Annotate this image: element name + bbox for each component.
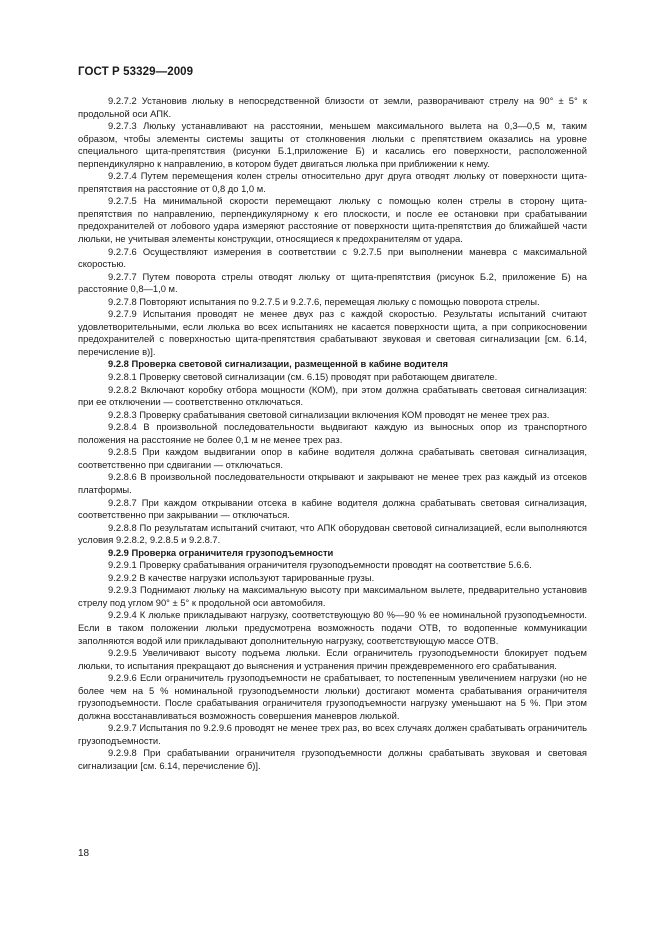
paragraph: 9.2.9.6 Если ограничитель грузоподъемности не срабатывает, то постепенным увеличением нагрузки (но не более чем на 5 % номинальной грузоподъемности люльки) достигают момента срабатывания ограничителя грузоподъемности. После срабатывания ограничителя грузоподъемности нагрузку уменьшают на 5 %. При этом должна восстанавливаться возможность совершения маневров люлькой. xyxy=(78,672,587,721)
paragraph: 9.2.8.4 В произвольной последовательности выдвигают каждую из выносных опор из транспортного положения на расстояние не более 0,1 м не менее трех раз. xyxy=(78,421,587,445)
paragraph: 9.2.9.5 Увеличивают высоту подъема люльки. Если ограничитель грузоподъемности блокирует подъем люльки, то испытания прекращают до выяснения и устранения причин преждевременного его срабатывания. xyxy=(78,647,587,671)
paragraph: 9.2.8.6 В произвольной последовательности открывают и закрывают не менее трех раз каждый из отсеков платформы. xyxy=(78,471,587,495)
paragraph: 9.2.9.4 К люльке прикладывают нагрузку, соответствующую 80 %—90 % ее номинальной грузоподъемности. Если в таком положении люльки предусмотрена возможность подачи ОТВ, то водопенные коммуникации заполняются водой или прикладывают дополнительную нагрузку, соответствующую массе ОТВ. xyxy=(78,609,587,646)
paragraph: 9.2.9.8 При срабатывании ограничителя грузоподъемности должны срабатывать звуковая и световая сигнализации [см. 6.14, перечисление б)]. xyxy=(78,747,587,771)
paragraph: 9.2.9.7 Испытания по 9.2.9.6 проводят не менее трех раз, во всех случаях должен срабатывать ограничитель грузоподъемности. xyxy=(78,722,587,746)
paragraph: 9.2.8.7 При каждом открывании отсека в кабине водителя должна срабатывать световая сигнализация, соответственно при закрывании — отключаться. xyxy=(78,496,587,521)
section-heading: 9.2.8 Проверка световой сигнализации, размещенной в кабине водителя xyxy=(108,358,449,370)
paragraph: 9.2.8.5 При каждом выдвигании опор в кабине водителя должна срабатывать световая сигнализация, соответственно при сдвигании — отключаться. xyxy=(78,446,587,470)
paragraph: 9.2.9.3 Поднимают люльку на максимальную высоту при максимальном вылете, предварительно установив стрелу под углом 90° ± 5° к продольной оси автомобиля. xyxy=(78,584,587,608)
paragraph: 9.2.7.7 Путем поворота стрелы отводят люльку от щита-препятствия (рисунок Б.2, приложение Б) на расстояние 0,8—1,0 м. xyxy=(78,270,587,295)
paragraph: 9.2.8.8 По результатам испытаний считают, что АПК оборудован световой сигнализацией, если выполняются условия 9.2.8.2, 9.2.8.5 и 9.2.8.7. xyxy=(78,521,587,546)
paragraph: 9.2.8.1 Проверку световой сигнализации (см. 6.15) проводят при работающем двигателе. xyxy=(108,371,498,383)
section-heading: 9.2.9 Проверка ограничителя грузоподъемности xyxy=(108,546,334,558)
paragraph: 9.2.7.3 Люльку устанавливают на расстоянии, меньшем максимального вылета на 0,3—0,5 м, таким образом, чтобы элементы системы защиты от столкновения люльки с препятствием оказались на уровне специального щита-препятствия (рисунки Б.1,приложение Б) и касались его поверхности, расположенной перпендикулярно к направлению, в котором будет двигаться люлька при приближении к нему. xyxy=(78,120,587,169)
paragraph: 9.2.7.6 Осуществляют измерения в соответствии с 9.2.7.5 при выполнении маневра с максимальной скоростью. xyxy=(78,245,587,270)
document-body xyxy=(78,95,587,773)
paragraph: 9.2.9.1 Проверку срабатывания ограничителя грузоподъемности проводят на соответствие 5.6.6. xyxy=(108,559,532,571)
page-number: 18 xyxy=(78,848,90,859)
paragraph: 9.2.7.4 Путем перемещения колен стрелы относительно друг друга отводят люльку от поверхности щита-препятствия на расстояние от 0,8 до 1,0 м. xyxy=(78,170,587,194)
paragraph: 9.2.7.8 Повторяют испытания по 9.2.7.5 и 9.2.7.6, перемещая люльку с помощью поворота стрелы. xyxy=(108,295,540,307)
document-header: ГОСТ Р 53329—2009 xyxy=(78,66,194,78)
paragraph: 9.2.8.2 Включают коробку отбора мощности (КОМ), при этом должна срабатывать световая сигнализация: при ее отключении — соответственно отключаться. xyxy=(78,383,587,408)
paragraph: 9.2.7.2 Установив люльку в непосредственной близости от земли, разворачивают стрелу на 90° ± 5° к продольной оси АПК. xyxy=(78,95,587,119)
paragraph: 9.2.9.2 В качестве нагрузки используют тарированные грузы. xyxy=(108,571,375,583)
paragraph: 9.2.7.5 На минимальной скорости перемещают люльку с помощью колен стрелы в сторону щита-препятствия по направлению, перпендикулярному к его плоскости, и после ее остановки при срабатывании предохранителей от лобового удара измеряют расстояние от поверхности щита-препятствия до ближайшей части люльки, не учитывая элементы конструкции, относящиеся к предохранителям от удара. xyxy=(78,195,587,245)
paragraph: 9.2.8.3 Проверку срабатывания световой сигнализации включения КОМ проводят не менее трех раз. xyxy=(108,408,550,420)
paragraph: 9.2.7.9 Испытания проводят не менее двух раз с каждой скоростью. Результаты испытаний считают удовлетворительными, если люлька во всех испытаниях не касается поверхности щита, а при соприкосновении предохранителей с поверхностью щита-препятствия срабатывают звуковая и световая сигнализации [см. 6.14, перечисление в)]. xyxy=(78,308,587,357)
